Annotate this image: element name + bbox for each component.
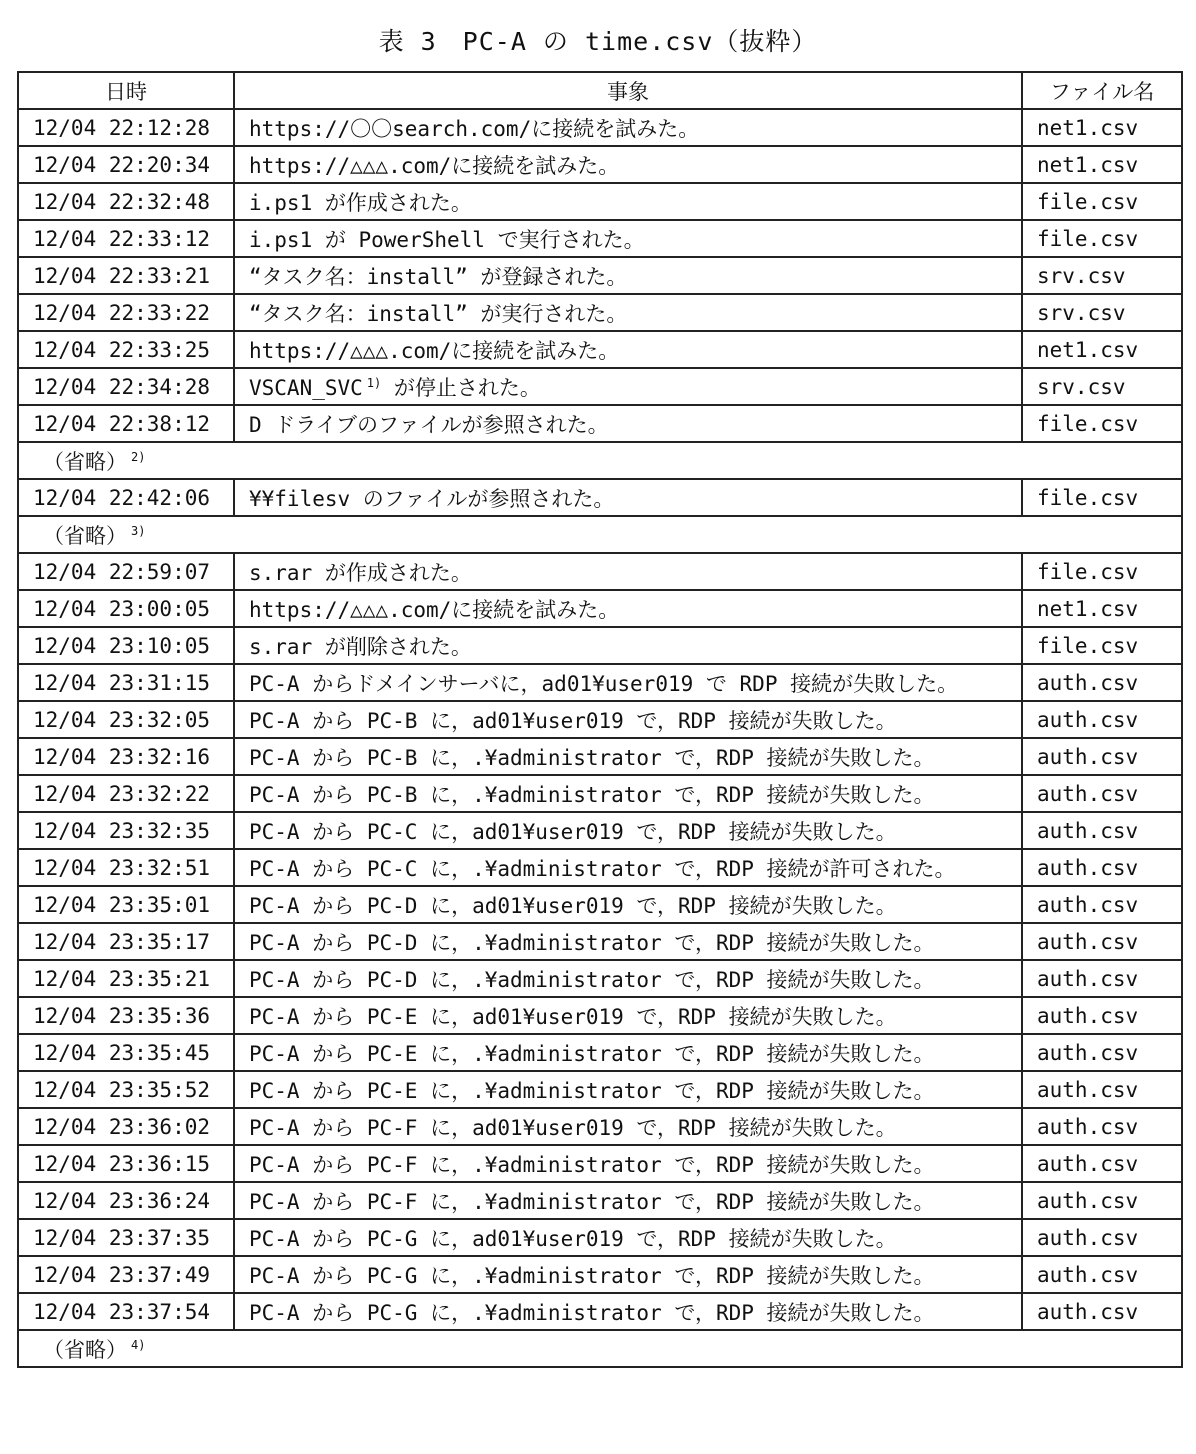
- filename-cell: auth.csv: [1022, 1219, 1182, 1256]
- filename-cell: auth.csv: [1022, 701, 1182, 738]
- datetime-cell: 12/04 23:35:01: [18, 886, 234, 923]
- datetime-cell: 12/04 23:31:15: [18, 664, 234, 701]
- filename-cell: net1.csv: [1022, 146, 1182, 183]
- table-row: [18, 257, 1182, 294]
- filename-cell: file.csv: [1022, 553, 1182, 590]
- event-cell: [234, 812, 1022, 849]
- event-cell: [234, 183, 1022, 220]
- event-text: PC-A からドメインサーバに，ad01¥user019 で RDP 接続が失敗した。: [249, 671, 959, 696]
- event-cell: [234, 886, 1022, 923]
- footnote-mark: 2): [131, 449, 146, 464]
- omitted-cell: [18, 1330, 1182, 1367]
- datetime-cell: 12/04 22:32:48: [18, 183, 234, 220]
- filename-cell: auth.csv: [1022, 1071, 1182, 1108]
- footnote-mark: 1): [366, 375, 382, 390]
- table-row: [18, 664, 1182, 701]
- datetime-cell: 12/04 22:34:28: [18, 368, 234, 405]
- footnote-mark: 3): [131, 523, 146, 538]
- table-row: [18, 553, 1182, 590]
- event-text: PC-A から PC-F に，.¥administrator で，RDP 接続が失敗した。: [249, 1189, 935, 1214]
- omitted-cell: [18, 442, 1182, 479]
- filename-cell: file.csv: [1022, 405, 1182, 442]
- event-text: D ドライブのファイルが参照された。: [249, 412, 609, 437]
- omitted-cell: [18, 516, 1182, 553]
- datetime-cell: 12/04 23:00:05: [18, 590, 234, 627]
- datetime-cell: 12/04 23:35:36: [18, 997, 234, 1034]
- table-row: [18, 1293, 1182, 1330]
- event-text: ¥¥filesv のファイルが参照された。: [249, 486, 615, 511]
- event-text: PC-A から PC-C に，.¥administrator で，RDP 接続が許可された。: [249, 856, 956, 881]
- omitted-row: [18, 442, 1182, 479]
- event-cell: [234, 146, 1022, 183]
- datetime-cell: 12/04 23:35:52: [18, 1071, 234, 1108]
- event-text: VSCAN_SVC: [249, 375, 363, 400]
- event-cell: [234, 960, 1022, 997]
- filename-cell: auth.csv: [1022, 923, 1182, 960]
- event-cell: [234, 1145, 1022, 1182]
- filename-cell: file.csv: [1022, 220, 1182, 257]
- table-row: [18, 220, 1182, 257]
- event-text: https://△△△.com/に接続を試みた。: [249, 338, 620, 363]
- footnote-mark: 4): [131, 1337, 146, 1352]
- table-header-row: [18, 72, 1182, 109]
- datetime-cell: 12/04 23:36:15: [18, 1145, 234, 1182]
- event-cell: [234, 294, 1022, 331]
- event-cell: [234, 627, 1022, 664]
- time-csv-table: [17, 71, 1183, 1368]
- datetime-cell: 12/04 23:35:21: [18, 960, 234, 997]
- event-text: PC-A から PC-E に，ad01¥user019 で，RDP 接続が失敗した。: [249, 1004, 897, 1029]
- event-cell: [234, 109, 1022, 146]
- event-text: PC-A から PC-D に，ad01¥user019 で，RDP 接続が失敗した。: [249, 893, 897, 918]
- datetime-cell: 12/04 23:32:05: [18, 701, 234, 738]
- datetime-cell: 12/04 22:33:22: [18, 294, 234, 331]
- event-text: PC-A から PC-B に，.¥administrator で，RDP 接続が失敗した。: [249, 782, 935, 807]
- event-text: https://△△△.com/に接続を試みた。: [249, 597, 620, 622]
- table-row: [18, 812, 1182, 849]
- datetime-cell: 12/04 23:35:17: [18, 923, 234, 960]
- omitted-label: （省略）: [43, 449, 127, 474]
- filename-cell: auth.csv: [1022, 1034, 1182, 1071]
- filename-cell: srv.csv: [1022, 257, 1182, 294]
- event-text: https://〇〇search.com/に接続を試みた。: [249, 116, 700, 141]
- table-body: [18, 109, 1182, 1367]
- table-row: [18, 627, 1182, 664]
- event-cell: [234, 368, 1022, 405]
- filename-cell: file.csv: [1022, 479, 1182, 516]
- omitted-row: [18, 1330, 1182, 1367]
- event-text: PC-A から PC-E に，.¥administrator で，RDP 接続が失敗した。: [249, 1041, 935, 1066]
- datetime-cell: 12/04 22:12:28: [18, 109, 234, 146]
- table-row: [18, 590, 1182, 627]
- table-row: [18, 1108, 1182, 1145]
- event-cell: [234, 701, 1022, 738]
- filename-cell: auth.csv: [1022, 1145, 1182, 1182]
- filename-cell: auth.csv: [1022, 1108, 1182, 1145]
- filename-cell: auth.csv: [1022, 1182, 1182, 1219]
- table-row: [18, 405, 1182, 442]
- table-row: [18, 1256, 1182, 1293]
- datetime-cell: 12/04 23:32:35: [18, 812, 234, 849]
- event-cell: [234, 923, 1022, 960]
- filename-cell: auth.csv: [1022, 738, 1182, 775]
- event-cell: [234, 1219, 1022, 1256]
- datetime-cell: 12/04 23:37:35: [18, 1219, 234, 1256]
- table-row: [18, 1071, 1182, 1108]
- event-text: PC-A から PC-B に，.¥administrator で，RDP 接続が失敗した。: [249, 745, 935, 770]
- table-row: [18, 849, 1182, 886]
- event-text: PC-A から PC-G に，ad01¥user019 で，RDP 接続が失敗した。: [249, 1226, 897, 1251]
- event-text: PC-A から PC-F に，ad01¥user019 で，RDP 接続が失敗した。: [249, 1115, 897, 1140]
- datetime-cell: 12/04 22:42:06: [18, 479, 234, 516]
- datetime-cell: 12/04 23:10:05: [18, 627, 234, 664]
- filename-cell: auth.csv: [1022, 664, 1182, 701]
- datetime-cell: 12/04 23:35:45: [18, 1034, 234, 1071]
- datetime-cell: 12/04 23:32:51: [18, 849, 234, 886]
- filename-cell: net1.csv: [1022, 331, 1182, 368]
- header-datetime: 日時: [18, 72, 234, 109]
- header-filename: ファイル名: [1022, 72, 1182, 109]
- event-text: PC-A から PC-G に，.¥administrator で，RDP 接続が失敗した。: [249, 1300, 935, 1325]
- event-cell: [234, 997, 1022, 1034]
- table-row: [18, 997, 1182, 1034]
- filename-cell: file.csv: [1022, 183, 1182, 220]
- filename-cell: srv.csv: [1022, 294, 1182, 331]
- event-cell: [234, 553, 1022, 590]
- filename-cell: net1.csv: [1022, 590, 1182, 627]
- event-text: s.rar が削除された。: [249, 634, 472, 659]
- table-row: [18, 1034, 1182, 1071]
- event-cell: [234, 1071, 1022, 1108]
- datetime-cell: 12/04 23:36:24: [18, 1182, 234, 1219]
- datetime-cell: 12/04 23:32:22: [18, 775, 234, 812]
- event-cell: [234, 331, 1022, 368]
- datetime-cell: 12/04 23:36:02: [18, 1108, 234, 1145]
- filename-cell: auth.csv: [1022, 960, 1182, 997]
- table-row: [18, 1182, 1182, 1219]
- event-cell: [234, 738, 1022, 775]
- table-row: [18, 775, 1182, 812]
- table-row: [18, 886, 1182, 923]
- event-cell: [234, 664, 1022, 701]
- event-text: PC-A から PC-C に，ad01¥user019 で，RDP 接続が失敗した。: [249, 819, 897, 844]
- event-text: PC-A から PC-B に，ad01¥user019 で，RDP 接続が失敗した。: [249, 708, 897, 733]
- table-row: [18, 146, 1182, 183]
- datetime-cell: 12/04 22:33:21: [18, 257, 234, 294]
- event-cell: [234, 1256, 1022, 1293]
- filename-cell: auth.csv: [1022, 886, 1182, 923]
- event-text: “タスク名：install” が登録された。: [249, 264, 628, 289]
- event-cell: [234, 1034, 1022, 1071]
- event-text: PC-A から PC-E に，.¥administrator で，RDP 接続が失敗した。: [249, 1078, 935, 1103]
- datetime-cell: 12/04 22:59:07: [18, 553, 234, 590]
- event-text: PC-A から PC-D に，.¥administrator で，RDP 接続が失敗した。: [249, 967, 935, 992]
- datetime-cell: 12/04 23:32:16: [18, 738, 234, 775]
- table-row: [18, 1219, 1182, 1256]
- filename-cell: srv.csv: [1022, 368, 1182, 405]
- table-row: [18, 738, 1182, 775]
- table-caption: 表 3 PC-A の time.csv（抜粋）: [378, 27, 818, 56]
- event-cell: [234, 1293, 1022, 1330]
- event-cell: [234, 405, 1022, 442]
- datetime-cell: 12/04 22:33:12: [18, 220, 234, 257]
- header-event: 事象: [234, 72, 1022, 109]
- event-text: “タスク名：install” が実行された。: [249, 301, 628, 326]
- table-row: [18, 331, 1182, 368]
- table-row: [18, 294, 1182, 331]
- omitted-label: （省略）: [43, 523, 127, 548]
- table-row: [18, 960, 1182, 997]
- event-cell: [234, 1182, 1022, 1219]
- table-row: [18, 923, 1182, 960]
- table-row: [18, 183, 1182, 220]
- table-row: [18, 368, 1182, 405]
- event-text-tail: が停止された。: [381, 375, 541, 400]
- table-row: [18, 701, 1182, 738]
- omitted-label: （省略）: [43, 1337, 127, 1362]
- event-cell: [234, 590, 1022, 627]
- event-text: s.rar が作成された。: [249, 560, 472, 585]
- datetime-cell: 12/04 23:37:49: [18, 1256, 234, 1293]
- event-cell: [234, 849, 1022, 886]
- filename-cell: auth.csv: [1022, 1293, 1182, 1330]
- filename-cell: auth.csv: [1022, 849, 1182, 886]
- event-cell: [234, 257, 1022, 294]
- event-text: PC-A から PC-F に，.¥administrator で，RDP 接続が失敗した。: [249, 1152, 935, 1177]
- event-text: https://△△△.com/に接続を試みた。: [249, 153, 620, 178]
- table-row: [18, 479, 1182, 516]
- event-text: i.ps1 が PowerShell で実行された。: [249, 227, 645, 252]
- filename-cell: file.csv: [1022, 627, 1182, 664]
- filename-cell: auth.csv: [1022, 997, 1182, 1034]
- filename-cell: auth.csv: [1022, 812, 1182, 849]
- event-cell: [234, 775, 1022, 812]
- event-cell: [234, 1108, 1022, 1145]
- table-row: [18, 1145, 1182, 1182]
- datetime-cell: 12/04 22:20:34: [18, 146, 234, 183]
- event-cell: [234, 479, 1022, 516]
- table-row: [18, 109, 1182, 146]
- datetime-cell: 12/04 22:38:12: [18, 405, 234, 442]
- event-cell: [234, 220, 1022, 257]
- datetime-cell: 12/04 23:37:54: [18, 1293, 234, 1330]
- event-text: i.ps1 が作成された。: [249, 190, 472, 215]
- filename-cell: net1.csv: [1022, 109, 1182, 146]
- filename-cell: auth.csv: [1022, 1256, 1182, 1293]
- event-text: PC-A から PC-D に，.¥administrator で，RDP 接続が失敗した。: [249, 930, 935, 955]
- datetime-cell: 12/04 22:33:25: [18, 331, 234, 368]
- omitted-row: [18, 516, 1182, 553]
- filename-cell: auth.csv: [1022, 775, 1182, 812]
- event-text: PC-A から PC-G に，.¥administrator で，RDP 接続が失敗した。: [249, 1263, 935, 1288]
